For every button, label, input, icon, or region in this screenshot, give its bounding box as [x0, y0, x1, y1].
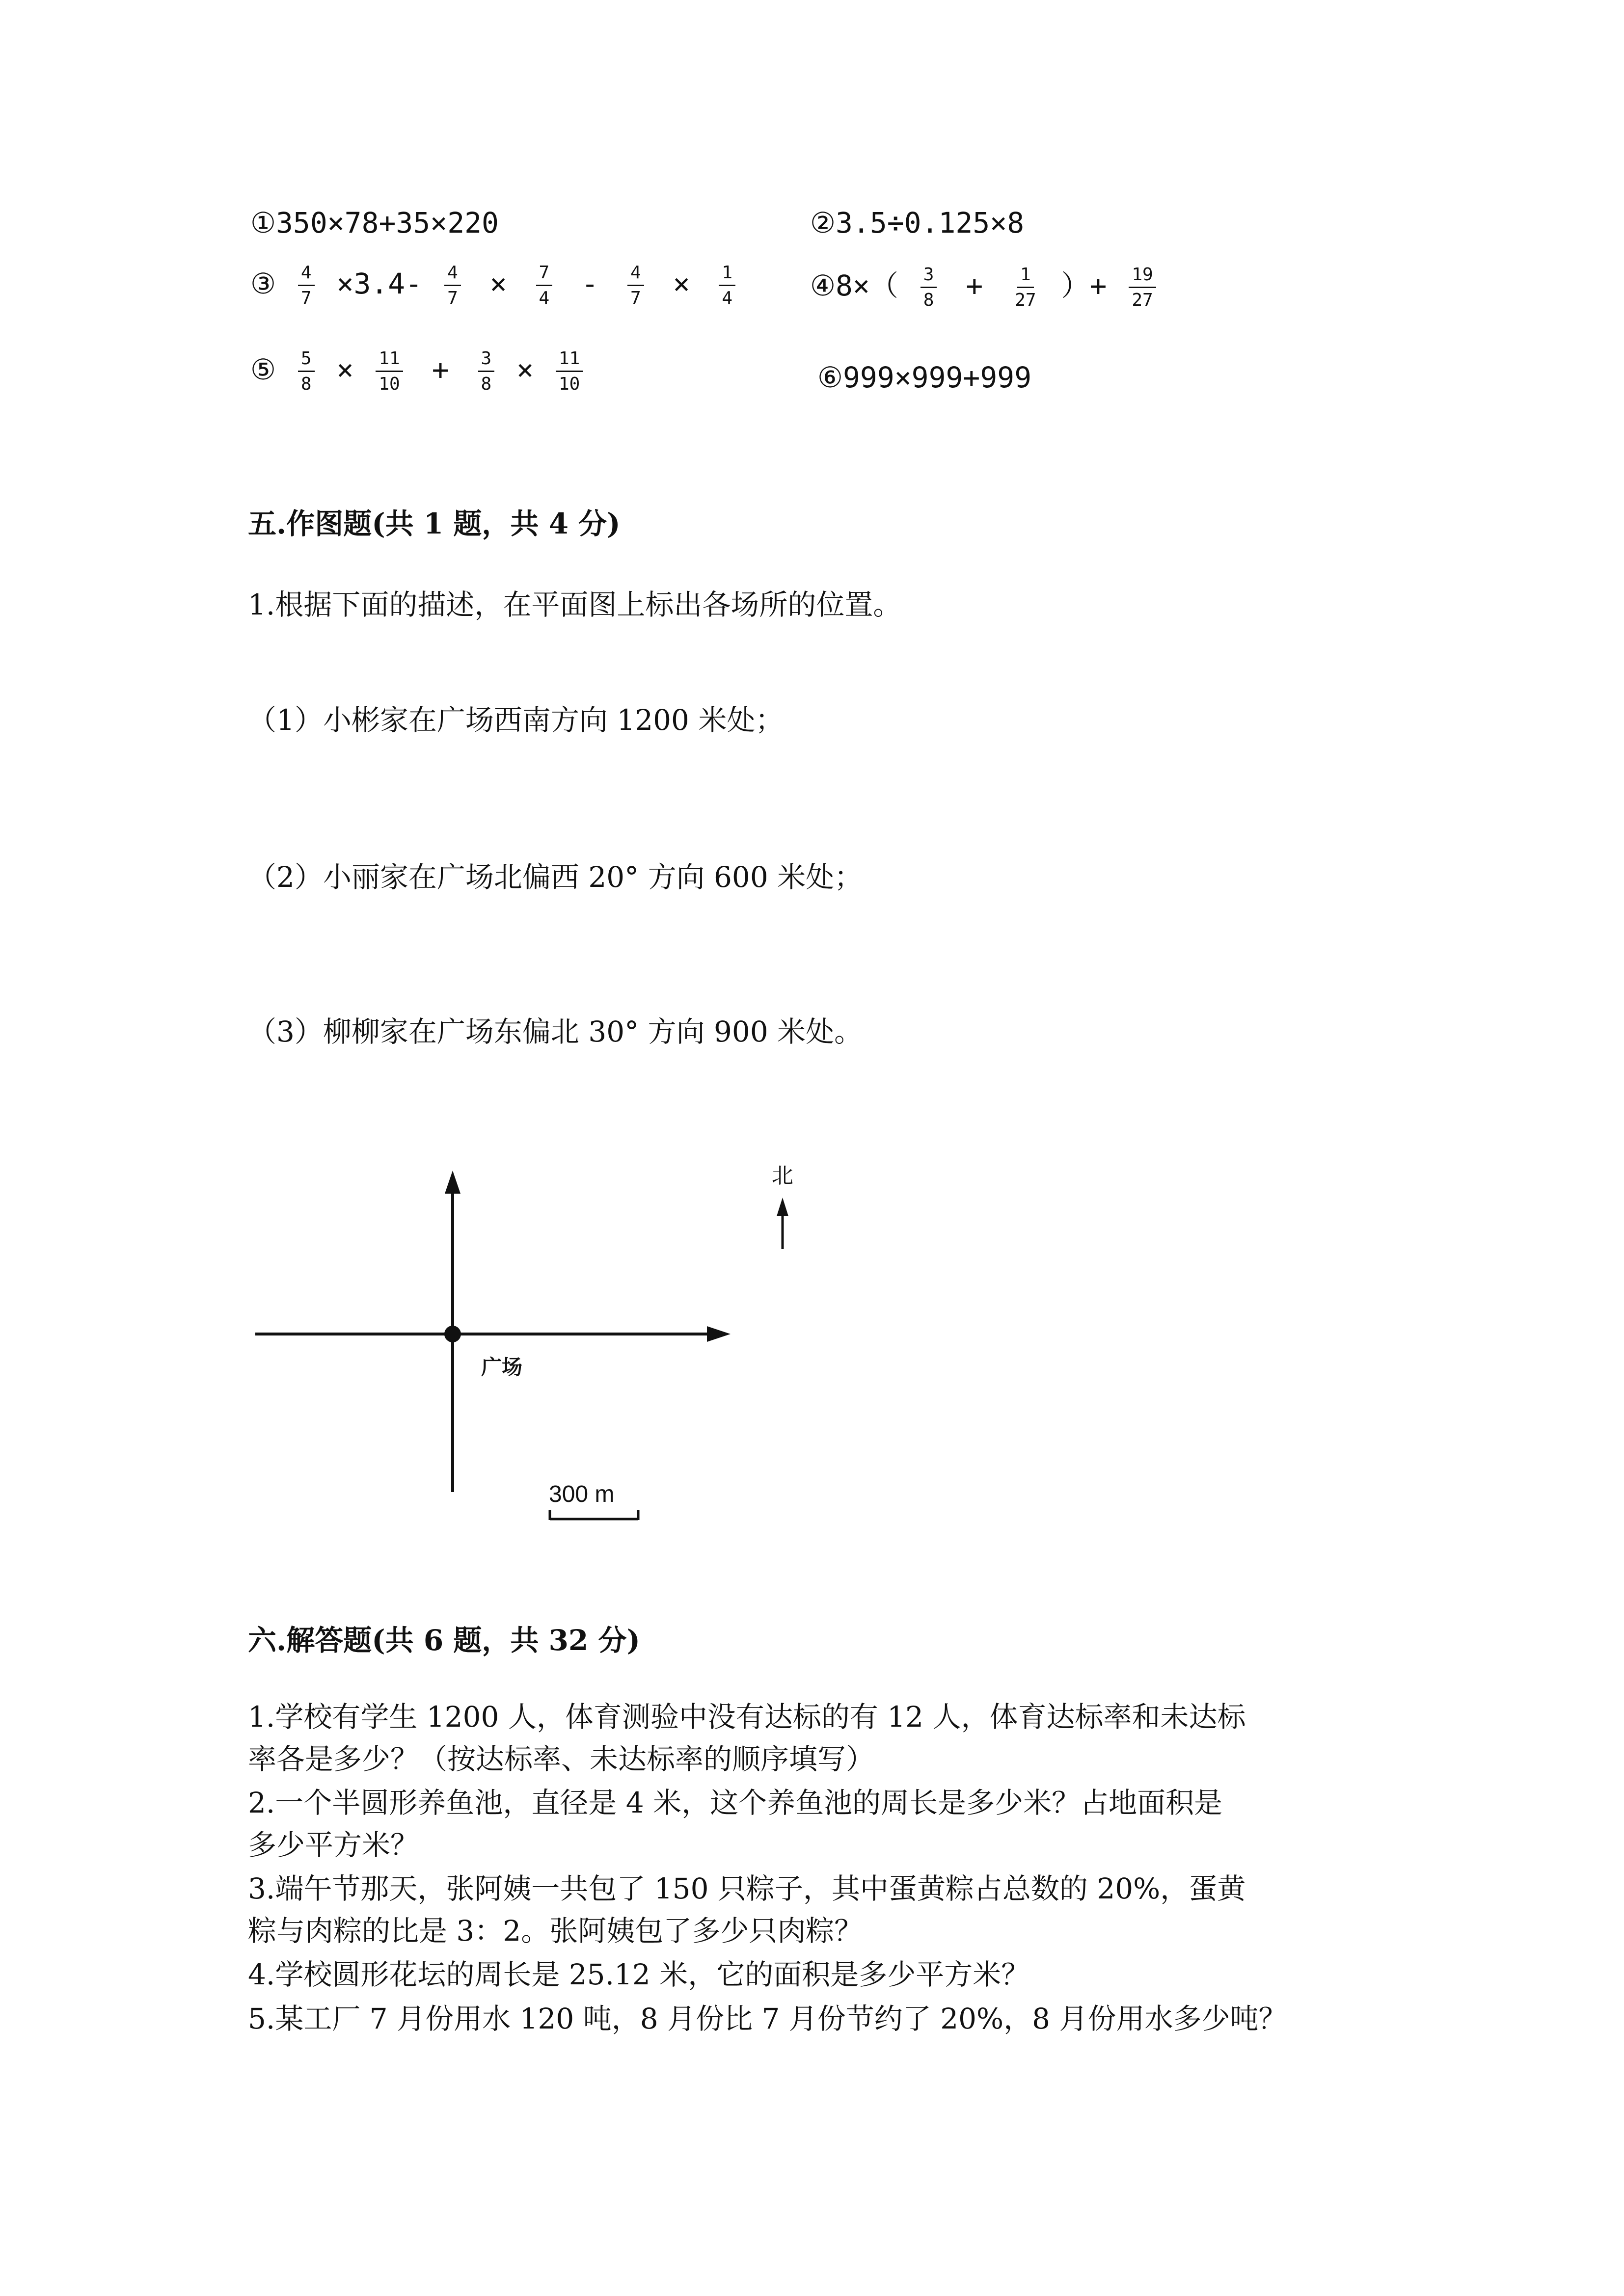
- denominator: 10: [379, 374, 400, 395]
- problem-1-mark: ①: [250, 206, 276, 240]
- numerator: 4: [444, 263, 461, 286]
- denominator: 8: [923, 290, 934, 311]
- problem-2-mark: ②: [810, 206, 836, 240]
- problem-1-expression: 350×78+35×220: [276, 206, 499, 240]
- square-label: 广场: [481, 1356, 523, 1379]
- operator: ×: [673, 267, 690, 300]
- numerator: 11: [376, 348, 403, 372]
- axis-east-arrowhead: [707, 1326, 731, 1342]
- north-label: 北: [772, 1164, 793, 1188]
- question-line: 3.端午节那天，张阿姨一共包了 150 只粽子，其中蛋黄粽占总数的 20%，蛋黄: [248, 1872, 1246, 1905]
- question-line: 2.一个半圆形养鱼池，直径是 4 米，这个养鱼池的周长是多少米？占地面积是: [248, 1786, 1223, 1819]
- denominator: 8: [300, 374, 312, 395]
- section-6-question-4: [248, 1953, 1387, 1996]
- question-line: 1.学校有学生 1200 人，体育测验中没有达标的有 12 人，体育达标率和未达标: [248, 1700, 1246, 1734]
- problem-6-mark: ⑥: [817, 361, 843, 394]
- numerator: 3: [920, 265, 937, 288]
- denominator: 27: [1132, 290, 1153, 311]
- section-5-item-2: （2）小丽家在广场北偏西 20° 方向 600 米处；: [248, 860, 863, 894]
- section-5-item-1: （1）小彬家在广场西南方向 1200 米处；: [248, 703, 784, 737]
- denominator: 7: [630, 288, 641, 309]
- north-arrow-icon: [777, 1198, 788, 1216]
- operator: 8×（: [836, 269, 898, 302]
- numerator: 5: [298, 348, 315, 372]
- denominator: 10: [558, 374, 580, 395]
- square-center-point: [444, 1326, 461, 1342]
- question-line: 5.某工厂 7 月份用水 120 吨，8 月份比 7 月份节约了 20%，8 月份用水多少吨？: [248, 2002, 1287, 2035]
- numerator: 4: [298, 263, 315, 286]
- problem-3-mark: ③: [250, 267, 276, 300]
- numerator: 11: [556, 348, 583, 372]
- question-line: 率各是多少？（按达标率、未达标率的顺序填写）: [248, 1742, 875, 1776]
- numerator: 4: [627, 263, 644, 286]
- section-6-question-3: [248, 1868, 1387, 1952]
- numerator: 1: [1017, 265, 1034, 288]
- problem-2-expression: 3.5÷0.125×8: [836, 206, 1025, 240]
- section-6-heading: 六.解答题(共 6 题，共 32 分): [248, 1624, 640, 1657]
- operator: +: [432, 353, 449, 386]
- section-6-question-5: [248, 1998, 1387, 2040]
- denominator: 4: [539, 288, 550, 309]
- numerator: 7: [536, 263, 553, 286]
- operator: ×: [336, 353, 354, 386]
- operator: ×3.4-: [336, 267, 423, 300]
- operator: -: [581, 267, 599, 300]
- axis-north-arrowhead: [445, 1171, 460, 1194]
- operator: +: [966, 269, 983, 302]
- question-line: 粽与肉粽的比是 3：2。张阿姨包了多少只肉粽？: [248, 1914, 863, 1948]
- numerator: 3: [478, 348, 495, 372]
- section-5-question-1: 1.根据下面的描述，在平面图上标出各场所的位置。: [248, 588, 902, 621]
- section-5-heading: 五.作图题(共 1 题，共 4 分): [248, 507, 621, 540]
- problem-4-mark: ④: [810, 269, 836, 302]
- question-line: 多少平方米？: [248, 1828, 419, 1862]
- problem-5-mark: ⑤: [250, 353, 276, 386]
- section-5-item-3: （3）柳柳家在广场东偏北 30° 方向 900 米处。: [248, 1015, 863, 1048]
- section-6-question-1: [248, 1696, 1387, 1780]
- numerator: 1: [719, 263, 735, 286]
- operator: ）+: [1061, 269, 1107, 302]
- numerator: 19: [1129, 265, 1156, 288]
- denominator: 27: [1015, 290, 1036, 311]
- denominator: 7: [300, 288, 312, 309]
- denominator: 7: [447, 288, 458, 309]
- question-line: 4.学校圆形花坛的周长是 25.12 米，它的面积是多少平方米？: [248, 1958, 1030, 1991]
- denominator: 8: [481, 374, 492, 395]
- operator: ×: [489, 267, 507, 300]
- denominator: 4: [722, 288, 733, 309]
- operator: ×: [516, 353, 534, 386]
- section-6-question-2: [248, 1782, 1387, 1866]
- scale-label: 300 m: [549, 1481, 615, 1507]
- problem-6-expression: 999×999+999: [843, 361, 1032, 394]
